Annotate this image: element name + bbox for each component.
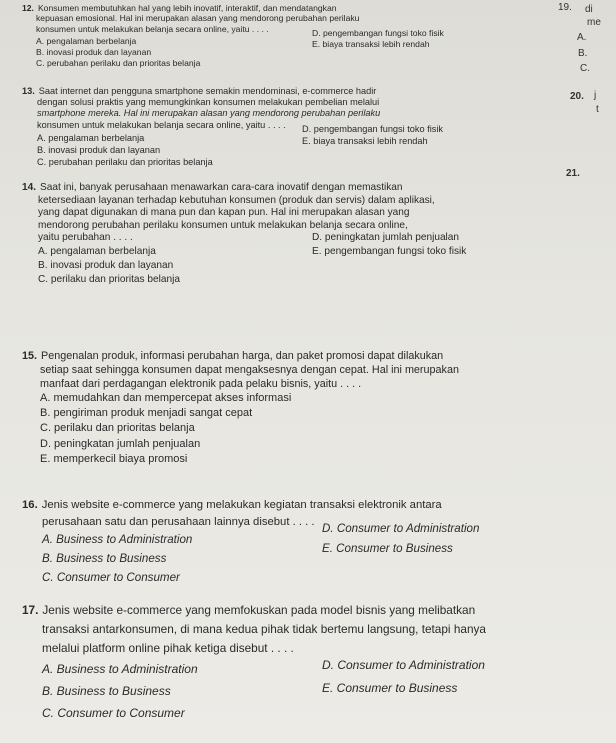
- option-d[interactable]: D. peningkatan jumlah penjualan: [40, 437, 201, 450]
- option-b[interactable]: B. Business to Business: [42, 551, 167, 565]
- options: [22, 28, 562, 72]
- option-b[interactable]: B. inovasi produk dan layanan: [38, 260, 174, 272]
- option-c[interactable]: C. Consumer to Consumer: [42, 706, 185, 721]
- question-stem: 14. Saat ini, banyak perusahaan menawarkan cara-cara inovatif dengan memastikan ketersediaan layanan terhadap kebutuhan konsumen (produk dan servis) dalam aplikasi, yang dapat digunakan di mana pun dan kapan pun. Hal ini merupakan alasan yang mendorong perubahan perilaku konsumen untuk melakukan belanja secara online, yaitu perubahan . . . .: [22, 182, 435, 244]
- option-e[interactable]: E. memperkecil biaya promosi: [40, 452, 188, 465]
- option-d[interactable]: D. Consumer to Administration: [322, 658, 485, 673]
- option-b[interactable]: B. inovasi produk dan layanan: [37, 144, 161, 155]
- option-a[interactable]: A. memudahkan dan mempercepat akses informasi: [40, 392, 292, 405]
- margin-fragment: j: [594, 90, 597, 101]
- question-16: [22, 497, 562, 591]
- option-a[interactable]: A. Business to Administration: [42, 532, 193, 546]
- question-13: [22, 86, 562, 171]
- question-17: [22, 601, 562, 728]
- option-d[interactable]: D. Consumer to Administration: [322, 521, 480, 535]
- margin-fragment: me: [587, 17, 601, 28]
- margin-number-19: 19.: [558, 2, 572, 13]
- option-c[interactable]: C. Consumer to Consumer: [42, 570, 180, 584]
- option-e[interactable]: E. biaya transaksi lebih rendah: [312, 39, 430, 50]
- question-14: [22, 182, 562, 289]
- option-c[interactable]: C. perubahan perilaku dan prioritas belanja: [37, 156, 213, 167]
- option-e[interactable]: E. biaya transaksi lebih rendah: [302, 135, 428, 146]
- option-b[interactable]: B. Business to Business: [42, 684, 171, 699]
- margin-fragment: B.: [578, 48, 588, 59]
- options: [22, 391, 562, 467]
- margin-fragment: A.: [577, 32, 587, 43]
- question-15: [22, 349, 562, 467]
- options: [22, 658, 562, 728]
- options: [22, 521, 562, 591]
- margin-number-21: 21.: [566, 168, 580, 179]
- option-a[interactable]: A. pengalaman berbelanja: [36, 36, 137, 47]
- option-a[interactable]: A. pengalaman berbelanja: [37, 132, 145, 143]
- question-stem: 17. Jenis website e-commerce yang memfokuskan pada model bisnis yang melibatkan transaksi antarkonsumen, di mana kedua pihak tidak bertemu langsung, tetapi hanya melalui platform online pihak ketiga disebut . . . .: [22, 603, 486, 656]
- option-d[interactable]: D. peningkatan jumlah penjualan: [312, 232, 460, 244]
- question-stem: 15. Pengenalan produk, informasi perubahan harga, dan paket promosi dapat dilakukan setiap saat sehingga konsumen dapat mengaksesnya dengan cepat. Hal ini merupakan manfaat dari perdagangan elektronik pada pelaku bisnis, yaitu . . . .: [22, 350, 459, 391]
- question-12: [22, 3, 562, 72]
- option-d[interactable]: D. pengembangan fungsi toko fisik: [302, 123, 443, 134]
- option-c[interactable]: C. perilaku dan prioritas belanja: [40, 422, 195, 435]
- option-c[interactable]: C. perubahan perilaku dan prioritas belanja: [36, 58, 201, 69]
- question-stem: 13. Saat internet dan pengguna smartphone semakin mendominasi, e-commerce hadir dengan solusi praktis yang memungkinkan konsumen melakukan pembelian melalui smartphone mereka. Hal ini merupakan alasan yang mendorong perubahan perilaku konsumen untuk melakukan belanja secara online, yaitu . . . .: [22, 86, 381, 130]
- option-b[interactable]: B. inovasi produk dan layanan: [36, 47, 152, 58]
- options: [22, 232, 562, 289]
- option-e[interactable]: E. Consumer to Business: [322, 541, 453, 555]
- margin-fragment: t: [596, 104, 599, 115]
- options: [22, 123, 562, 171]
- option-d[interactable]: D. pengembangan fungsi toko fisik: [312, 28, 444, 39]
- option-c[interactable]: C. perilaku dan prioritas belanja: [38, 274, 180, 286]
- option-a[interactable]: A. Business to Administration: [42, 662, 198, 677]
- option-e[interactable]: E. Consumer to Business: [322, 681, 458, 696]
- margin-number-20: 20.: [570, 91, 584, 102]
- question-stem: 16. Jenis website e-commerce yang melakukan kegiatan transaksi elektronik antara perusahaan satu dan perusahaan lainnya disebut . . . .: [22, 499, 442, 528]
- option-b[interactable]: B. pengiriman produk menjadi sangat cepat: [40, 407, 253, 420]
- option-a[interactable]: A. pengalaman berbelanja: [38, 246, 156, 258]
- margin-fragment: C.: [580, 63, 590, 74]
- option-e[interactable]: E. pengembangan fungsi toko fisik: [312, 246, 467, 258]
- margin-fragment: di: [585, 4, 593, 15]
- question-stem: 12. Konsumen membutuhkan hal yang lebih inovatif, interaktif, dan mendatangkan kepuasan emosional. Hal ini merupakan alasan yang mendorong perubahan perilaku konsumen untuk melakukan belanja secara online, yaitu . . . .: [22, 3, 360, 34]
